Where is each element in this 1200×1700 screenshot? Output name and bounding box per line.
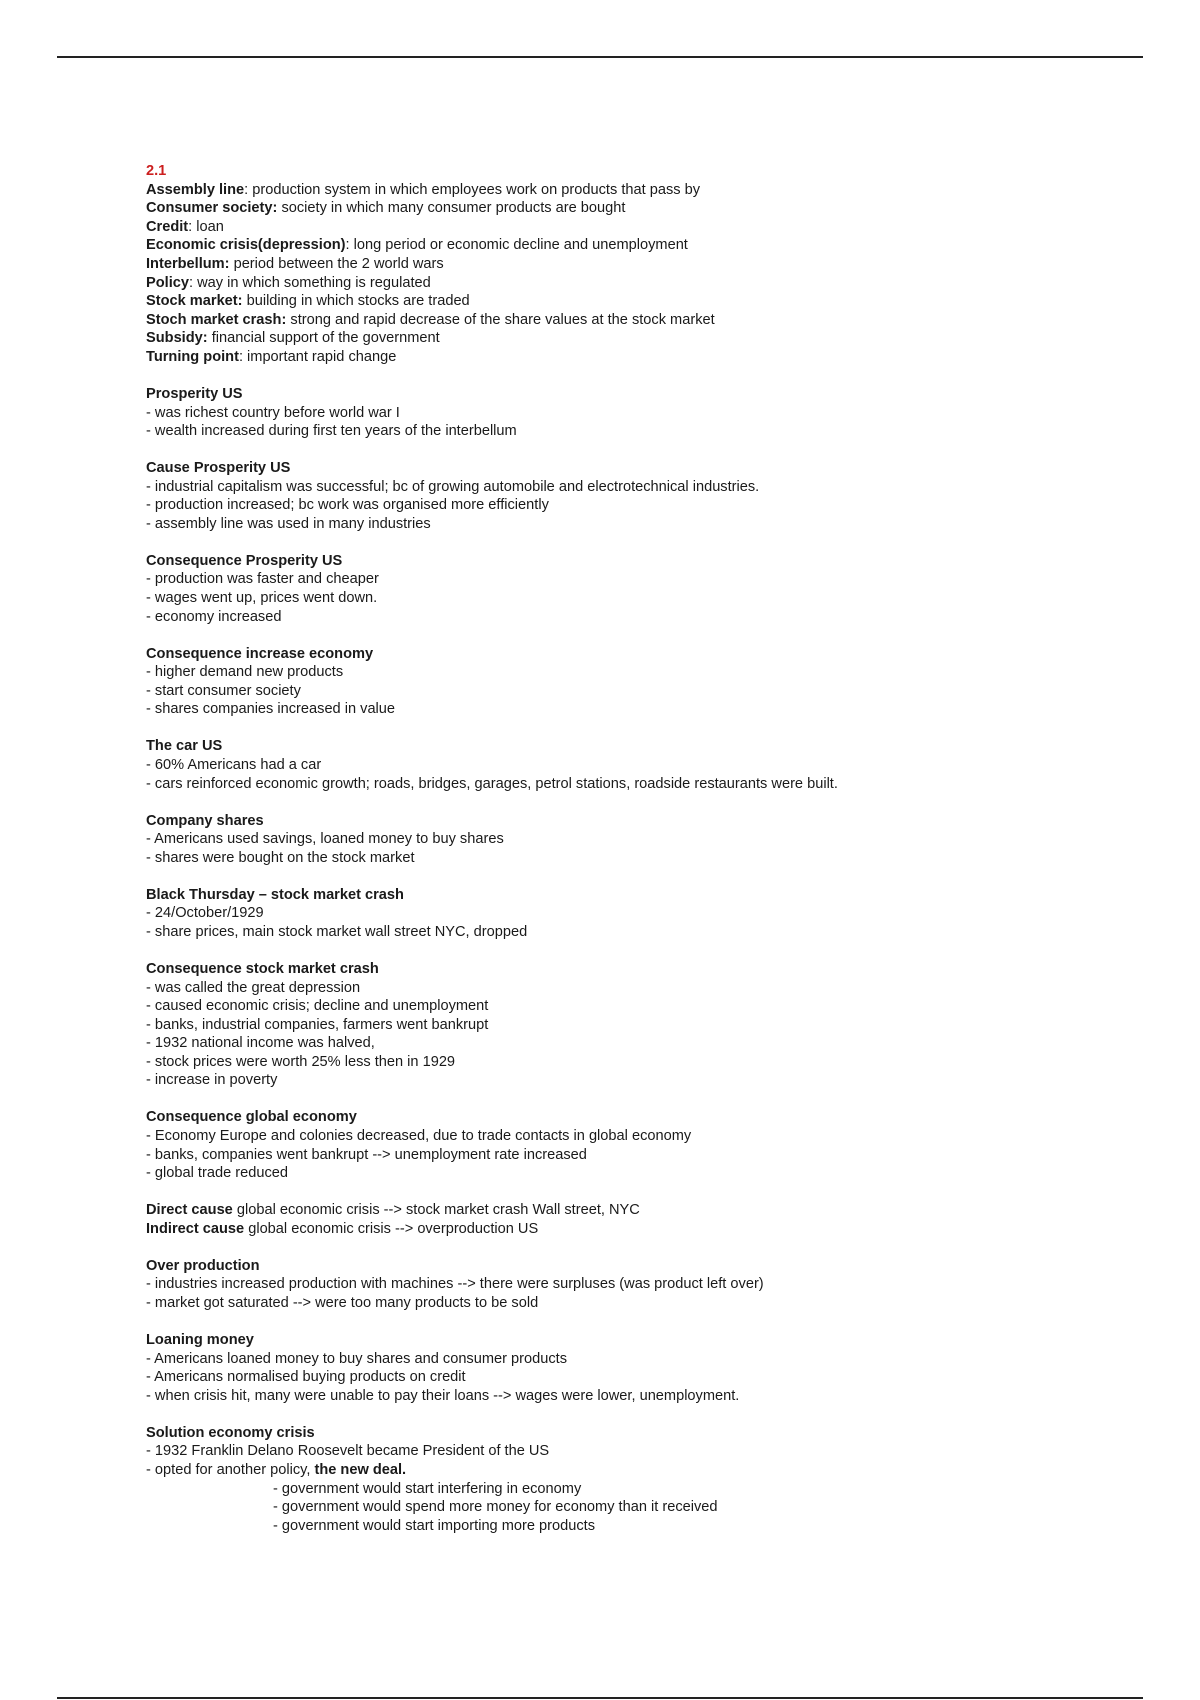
section-heading: Cause Prosperity US [146, 460, 291, 477]
definition-item [146, 218, 1146, 237]
section-heading: Over production [146, 1257, 260, 1274]
definition-separator: : [345, 237, 354, 254]
sub-list-item: - government would spend more money for economy than it received [273, 1499, 718, 1516]
list-item: - market got saturated --> were too many products to be sold [146, 1294, 539, 1311]
definition-text: production system in which employees work on products that pass by [252, 181, 701, 198]
definition-separator: : [244, 181, 253, 198]
list-item: - banks, companies went bankrupt --> unemployment rate increased [146, 1146, 587, 1163]
document-body [146, 162, 1146, 1535]
list-item: - banks, industrial companies, farmers went bankrupt [146, 1016, 489, 1033]
policy-text: - opted for another policy, [146, 1461, 315, 1478]
definition-text: long period or economic decline and unemployment [353, 237, 688, 254]
list-item: - industrial capitalism was successful; bc of growing automobile and electrotechnical industries. [146, 478, 760, 495]
section-heading: Loaning money [146, 1331, 254, 1348]
sub-list-item: - government would start importing more products [273, 1517, 596, 1534]
definition-term: Stoch market crash: [146, 311, 287, 328]
definition-text: loan [196, 218, 224, 235]
definition-item [146, 274, 1146, 293]
list-item: - Americans used savings, loaned money to buy shares [146, 831, 504, 848]
definition-separator: : [238, 348, 248, 365]
definition-item [146, 181, 1146, 200]
section-heading: Solution economy crisis [146, 1424, 315, 1441]
indirect-cause-label: Indirect cause [146, 1220, 245, 1237]
definition-item [146, 311, 1146, 330]
header-rule [57, 56, 1143, 58]
definition-item [146, 292, 1146, 311]
section-consequence-prosperity [146, 552, 1146, 626]
list-item: - was richest country before world war I [146, 404, 400, 421]
definition-item [146, 236, 1146, 255]
definition-term: Credit [146, 218, 189, 235]
section-heading: Consequence stock market crash [146, 960, 379, 977]
section-heading: Prosperity US [146, 385, 243, 402]
definition-item [146, 329, 1146, 348]
list-item: - was called the great depression [146, 979, 361, 996]
section-prosperity [146, 385, 1146, 441]
list-item: - increase in poverty [146, 1072, 278, 1089]
list-item: - cars reinforced economic growth; roads, bridges, garages, petrol stations, roadside restaurants were built. [146, 775, 838, 792]
section-heading: Black Thursday – stock market crash [146, 886, 404, 903]
list-item: - production increased; bc work was organised more efficiently [146, 497, 549, 514]
section-over-production [146, 1257, 1146, 1313]
section-cause-prosperity [146, 459, 1146, 533]
definition-item [146, 348, 1146, 367]
list-item: - 24/October/1929 [146, 905, 264, 922]
definitions-list [146, 181, 1146, 367]
definition-term: Policy [146, 274, 189, 291]
list-item: - higher demand new products [146, 664, 344, 681]
indirect-cause-line [146, 1220, 1146, 1239]
definition-text: society in which many consumer products are bought [281, 200, 626, 217]
list-item: - wages went up, prices went down. [146, 590, 378, 607]
section-consequence-crash [146, 960, 1146, 1090]
list-item: - start consumer society [146, 682, 301, 699]
list-item: - 1932 national income was halved, [146, 1035, 375, 1052]
footer-rule [57, 1697, 1143, 1699]
list-item: - when crisis hit, many were unable to pay their loans --> wages were lower, unemployment. [146, 1387, 740, 1404]
section-consequence-global [146, 1108, 1146, 1182]
list-item: - 60% Americans had a car [146, 756, 322, 773]
definition-text: way in which something is regulated [197, 274, 431, 291]
section-car [146, 737, 1146, 793]
list-item: - global trade reduced [146, 1165, 288, 1182]
definition-term: Assembly line [146, 181, 245, 198]
definition-item [146, 199, 1146, 218]
list-item: - economy increased [146, 608, 282, 625]
section-causes [146, 1201, 1146, 1238]
list-item: - industries increased production with machines --> there were surpluses (was product left over) [146, 1276, 764, 1293]
section-solution [146, 1424, 1146, 1536]
section-heading: Consequence Prosperity US [146, 552, 343, 569]
new-deal-term: the new deal. [314, 1461, 407, 1478]
list-item: - shares were bought on the stock market [146, 849, 415, 866]
definition-term: Turning point [146, 348, 239, 365]
section-heading: Consequence increase economy [146, 645, 374, 662]
section-heading: The car US [146, 738, 223, 755]
definition-term: Stock market: [146, 293, 243, 310]
definition-item [146, 255, 1146, 274]
section-loaning-money [146, 1331, 1146, 1405]
list-item: - wealth increased during first ten years of the interbellum [146, 423, 517, 440]
direct-cause-label: Direct cause [146, 1202, 233, 1219]
definition-separator: : [189, 274, 198, 291]
list-item: - Americans normalised buying products on credit [146, 1369, 466, 1386]
direct-cause-line [146, 1201, 1146, 1220]
section-number: 2.1 [146, 163, 167, 179]
direct-cause-text: global economic crisis --> stock market crash Wall street, NYC [232, 1202, 640, 1219]
list-item: - Economy Europe and colonies decreased, due to trade contacts in global economy [146, 1128, 692, 1145]
list-item [146, 1461, 1146, 1480]
definition-text: strong and rapid decrease of the share values at the stock market [290, 311, 715, 328]
list-item: - production was faster and cheaper [146, 571, 379, 588]
list-item: - 1932 Franklin Delano Roosevelt became President of the US [146, 1443, 550, 1460]
list-item: - shares companies increased in value [146, 701, 396, 718]
sub-list-item: - government would start interfering in economy [273, 1480, 582, 1497]
definition-term: Economic crisis(depression) [146, 237, 346, 254]
definition-separator: : [188, 218, 197, 235]
list-item: - assembly line was used in many industries [146, 515, 431, 532]
section-consequence-increase [146, 645, 1146, 719]
definition-text: financial support of the government [211, 330, 440, 347]
definition-term: Consumer society: [146, 200, 278, 217]
list-item: - caused economic crisis; decline and unemployment [146, 998, 489, 1015]
section-heading: Consequence global economy [146, 1109, 357, 1126]
definition-text: building in which stocks are traded [246, 293, 470, 310]
list-item: - Americans loaned money to buy shares and consumer products [146, 1350, 568, 1367]
indirect-cause-text: global economic crisis --> overproduction US [244, 1220, 539, 1237]
list-item: - stock prices were worth 25% less then in 1929 [146, 1053, 456, 1070]
section-black-thursday [146, 886, 1146, 942]
section-company-shares [146, 812, 1146, 868]
definition-term: Interbellum: [146, 255, 230, 272]
definition-term: Subsidy: [146, 330, 208, 347]
definition-text: important rapid change [247, 348, 397, 365]
list-item: - share prices, main stock market wall street NYC, dropped [146, 923, 528, 940]
section-heading: Company shares [146, 812, 264, 829]
definition-text: period between the 2 world wars [233, 255, 444, 272]
